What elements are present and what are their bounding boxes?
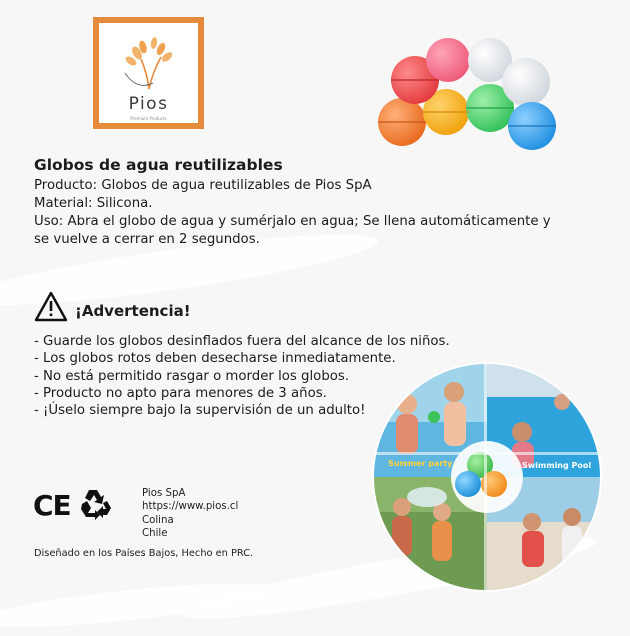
origin-statement: Diseñado en los Países Bajos, Hecho en PRC. [34,548,254,559]
product-line: Producto: Globos de agua reutilizables de Pios SpA [34,178,372,193]
warning-icon [34,291,68,322]
product-title: Globos de agua reutilizables [34,156,283,174]
warning-item: - ¡Úselo siempre bajo la supervisión de un adulto! [34,403,366,419]
warning-item: - Producto no apto para menores de 3 años. [34,385,327,401]
usage-line: Uso: Abra el globo de agua y sumérjalo en agua; Se llena automáticamente y [34,214,551,229]
country: Chile [142,527,168,539]
warning-item: - No está permitido rasgar o morder los globos. [34,368,350,384]
logo-name: Pios [128,94,169,114]
warning-title: ¡Advertencia! [75,302,191,320]
usage-line: se vuelve a cerrar en 2 segundos. [34,232,260,247]
warning-item: - Guarde los globos desinflados fuera del alcance de los niños. [34,334,450,349]
wheat-logo-icon [123,33,175,93]
city: Colina [142,514,174,526]
contact-block [142,487,238,540]
recycle-icon [78,487,114,521]
balloons-image [370,30,570,154]
company-name: Pios SpA [142,488,186,499]
ce-mark: CE [33,489,71,522]
summer-party-label: Summer party [388,459,453,468]
warning-item: - Los globos rotos deben desecharse inmediatamente. [34,351,396,367]
material-line: Material: Silicona. [34,196,153,211]
swimming-pool-label: Swimming Pool [522,461,592,470]
logo-tagline: Premium Products [130,116,167,121]
summer-photo-collage [372,362,602,592]
website-link[interactable]: https://www.pios.cl [142,501,239,513]
brand-logo [93,17,204,129]
product-info [34,177,594,249]
